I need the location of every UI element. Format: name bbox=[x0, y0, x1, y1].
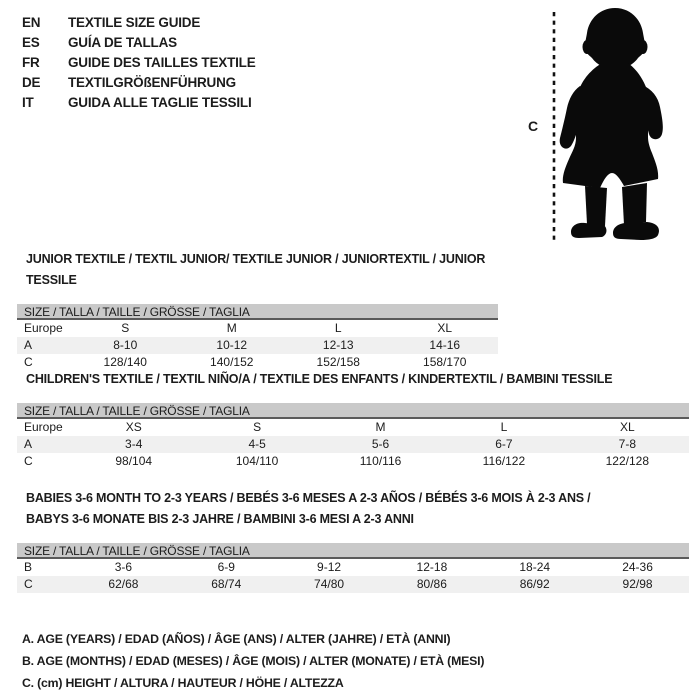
size-cell: 122/128 bbox=[605, 454, 650, 468]
lang-label: TEXTILGRÖßENFÜHRUNG bbox=[68, 75, 236, 90]
row-label: A bbox=[24, 437, 33, 451]
table-header-bar: SIZE / TALLA / TAILLE / GRÖSSE / TAGLIA bbox=[17, 403, 689, 419]
size-cell: 6-7 bbox=[495, 437, 513, 451]
lang-code: EN bbox=[22, 15, 41, 30]
lang-row-fr bbox=[22, 53, 256, 73]
lang-code: ES bbox=[22, 35, 40, 50]
size-cell: 80/86 bbox=[416, 577, 447, 591]
size-cell: 74/80 bbox=[314, 577, 345, 591]
size-cell: 18-24 bbox=[519, 560, 551, 574]
size-cell: 116/122 bbox=[482, 454, 526, 468]
footnote-a: A. AGE (YEARS) / EDAD (AÑOS) / ÂGE (ANS) / ALTER (JAHRE) / ETÀ (ANNI) bbox=[22, 632, 451, 646]
footnote-c: C. (cm) HEIGHT / ALTURA / HAUTEUR / HÖHE / ALTEZZA bbox=[22, 676, 344, 690]
size-cell: 14-16 bbox=[429, 338, 461, 352]
table-header-bar: SIZE / TALLA / TAILLE / GRÖSSE / TAGLIA bbox=[17, 304, 498, 320]
table-title bbox=[17, 369, 689, 390]
table-title-line: BABYS 3-6 MONATE BIS 2-3 JAHRE / BAMBINI 3-6 MESI A 2-3 ANNI bbox=[26, 512, 414, 526]
footnote-b: B. AGE (MONTHS) / EDAD (MESES) / ÂGE (MOIS) / ALTER (MONATE) / ETÀ (MESI) bbox=[22, 654, 485, 668]
table-title bbox=[17, 249, 498, 291]
footnotes bbox=[22, 628, 484, 694]
size-cell: 7-8 bbox=[618, 437, 636, 451]
table-row bbox=[17, 559, 689, 576]
size-cell: 140/152 bbox=[210, 355, 254, 369]
size-cell: 62/68 bbox=[108, 577, 139, 591]
size-cell: S bbox=[121, 321, 130, 335]
row-label: B bbox=[24, 560, 33, 574]
lang-row-de bbox=[22, 73, 256, 93]
size-cell: 92/98 bbox=[622, 577, 653, 591]
table-row bbox=[17, 576, 689, 593]
size-cell: XL bbox=[619, 420, 635, 434]
table-title-line: BABIES 3-6 MONTH TO 2-3 YEARS / BEBÉS 3-6 MESES A 2-3 AÑOS / BÉBÉS 3-6 MOIS À 2-3 ANS / bbox=[26, 491, 591, 505]
row-label: C bbox=[24, 355, 33, 369]
row-label: A bbox=[24, 338, 33, 352]
size-table bbox=[17, 369, 689, 470]
size-cell: 104/110 bbox=[235, 454, 279, 468]
size-cell: 12-13 bbox=[322, 338, 354, 352]
row-label: Europe bbox=[24, 321, 63, 335]
lang-row-en bbox=[22, 13, 256, 33]
table-row bbox=[17, 436, 689, 453]
size-cell: 9-12 bbox=[317, 560, 342, 574]
size-cell: 128/140 bbox=[103, 355, 147, 369]
size-cell: 86/92 bbox=[519, 577, 550, 591]
lang-code: IT bbox=[22, 95, 34, 110]
table-header-bar: SIZE / TALLA / TAILLE / GRÖSSE / TAGLIA bbox=[17, 543, 689, 559]
baby-silhouette bbox=[560, 8, 663, 240]
size-cell: M bbox=[375, 420, 386, 434]
lang-label: GUÍA DE TALLAS bbox=[68, 35, 177, 50]
table-title-line: JUNIOR TEXTILE / TEXTIL JUNIOR/ TEXTILE JUNIOR / JUNIORTEXTIL / JUNIOR TESSILE bbox=[26, 252, 486, 287]
size-cell: S bbox=[253, 420, 262, 434]
size-cell: 12-18 bbox=[416, 560, 448, 574]
measure-label-c: C bbox=[528, 118, 539, 134]
size-cell: 6-9 bbox=[217, 560, 235, 574]
row-label: C bbox=[24, 454, 33, 468]
size-cell: XS bbox=[125, 420, 142, 434]
size-cell: 5-6 bbox=[371, 437, 390, 451]
size-table bbox=[17, 488, 689, 593]
table-title-line: CHILDREN'S TEXTILE / TEXTIL NIÑO/A / TEXTILE DES ENFANTS / KINDERTEXTIL / BAMBINI TESSILE bbox=[26, 372, 613, 386]
size-cell: 10-12 bbox=[216, 338, 248, 352]
lang-code: DE bbox=[22, 75, 41, 90]
size-cell: 110/116 bbox=[359, 454, 402, 468]
size-cell: 158/170 bbox=[423, 355, 467, 369]
table-row bbox=[17, 320, 498, 337]
size-table bbox=[17, 249, 498, 371]
lang-label: GUIDE DES TAILLES TEXTILE bbox=[68, 55, 256, 70]
row-label: C bbox=[24, 577, 33, 591]
size-cell: 4-5 bbox=[248, 437, 266, 451]
size-cell: 24-36 bbox=[622, 560, 653, 574]
size-cell: XL bbox=[437, 321, 453, 335]
size-cell: 68/74 bbox=[211, 577, 242, 591]
lang-code: FR bbox=[22, 55, 40, 70]
size-cell: 8-10 bbox=[113, 338, 138, 352]
size-cell: 152/158 bbox=[316, 355, 360, 369]
row-label: Europe bbox=[24, 420, 63, 434]
size-cell: 98/104 bbox=[115, 454, 153, 468]
table-row bbox=[17, 453, 689, 470]
size-cell: L bbox=[500, 420, 508, 434]
table-title bbox=[17, 488, 689, 530]
size-cell: 3-4 bbox=[125, 437, 143, 451]
table-row bbox=[17, 337, 498, 354]
table-row bbox=[17, 419, 689, 436]
lang-row-es bbox=[22, 33, 256, 53]
size-cell: L bbox=[334, 321, 342, 335]
lang-label: TEXTILE SIZE GUIDE bbox=[68, 15, 201, 30]
size-cell: 3-6 bbox=[114, 560, 133, 574]
size-cell: M bbox=[226, 321, 237, 335]
language-list bbox=[22, 13, 256, 113]
lang-row-it bbox=[22, 93, 256, 113]
lang-label: GUIDA ALLE TAGLIE TESSILI bbox=[68, 95, 252, 110]
size-figure bbox=[500, 0, 700, 250]
